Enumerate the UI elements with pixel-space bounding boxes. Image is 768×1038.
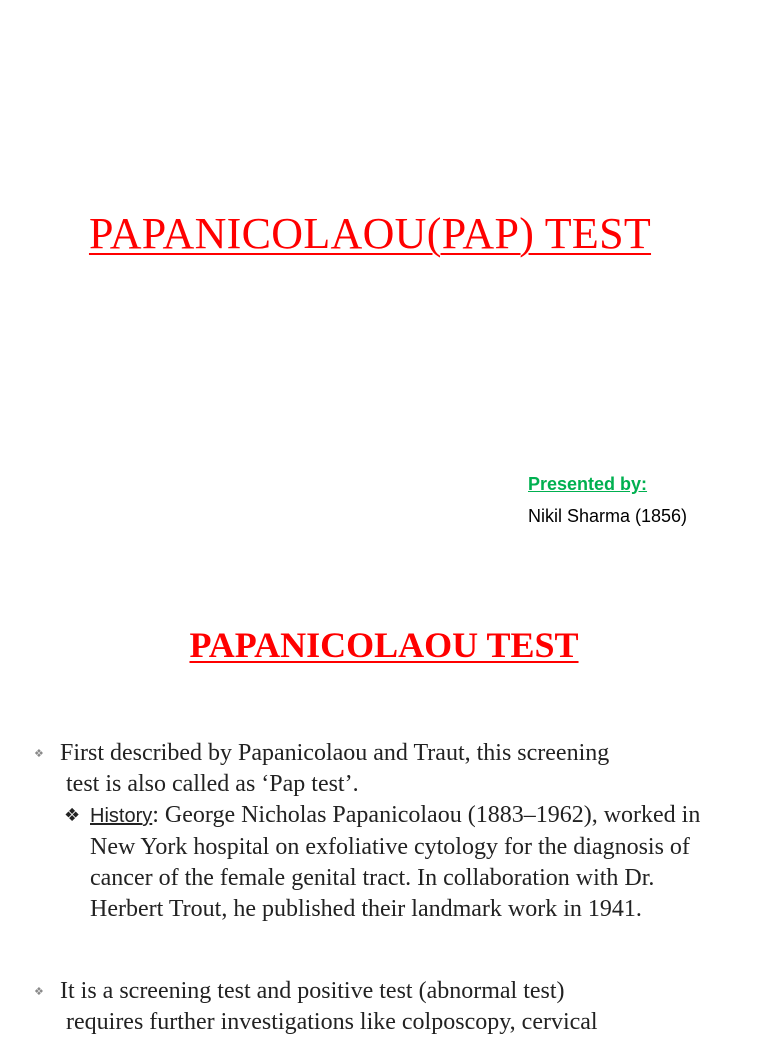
presenter-name: Nikil Sharma (1856)	[528, 506, 688, 526]
bullet-2-line-1: It is a screening test and positive test (abnormal test)	[60, 978, 565, 1004]
bullet-item-1	[34, 738, 724, 800]
bullet-1-line-1: First described by Papanicolaou and Traut, this screening	[60, 740, 610, 766]
diamond-bullet-icon: ❖	[34, 747, 44, 760]
bullet-1-line-2: test is also called as ‘Pap test’.	[66, 771, 359, 797]
history-text: : George Nicholas Papanicolaou (1883–1962), worked in New York hospital on exfoliative cytology for the diagnosis of cancer of the female genital tract. In collaboration with Dr. Herbert Trout, he published their landmark work in 1941.	[90, 802, 701, 922]
four-diamond-bullet-icon: ❖	[64, 805, 81, 826]
slide-1-title: PAPANICOLAOU(PAP) TEST	[88, 209, 652, 258]
bullet-item-2	[34, 976, 724, 1038]
slide-2	[0, 576, 768, 1035]
bullet-2-line-2: requires further investigations like colposcopy, cervical	[66, 1009, 598, 1035]
history-label: History	[90, 805, 153, 827]
presented-by-label: Presented by:	[528, 474, 648, 494]
slide-2-title: PAPANICOLAOU TEST	[189, 625, 579, 665]
diamond-bullet-icon: ❖	[34, 985, 44, 998]
sub-bullet-history	[64, 800, 704, 925]
